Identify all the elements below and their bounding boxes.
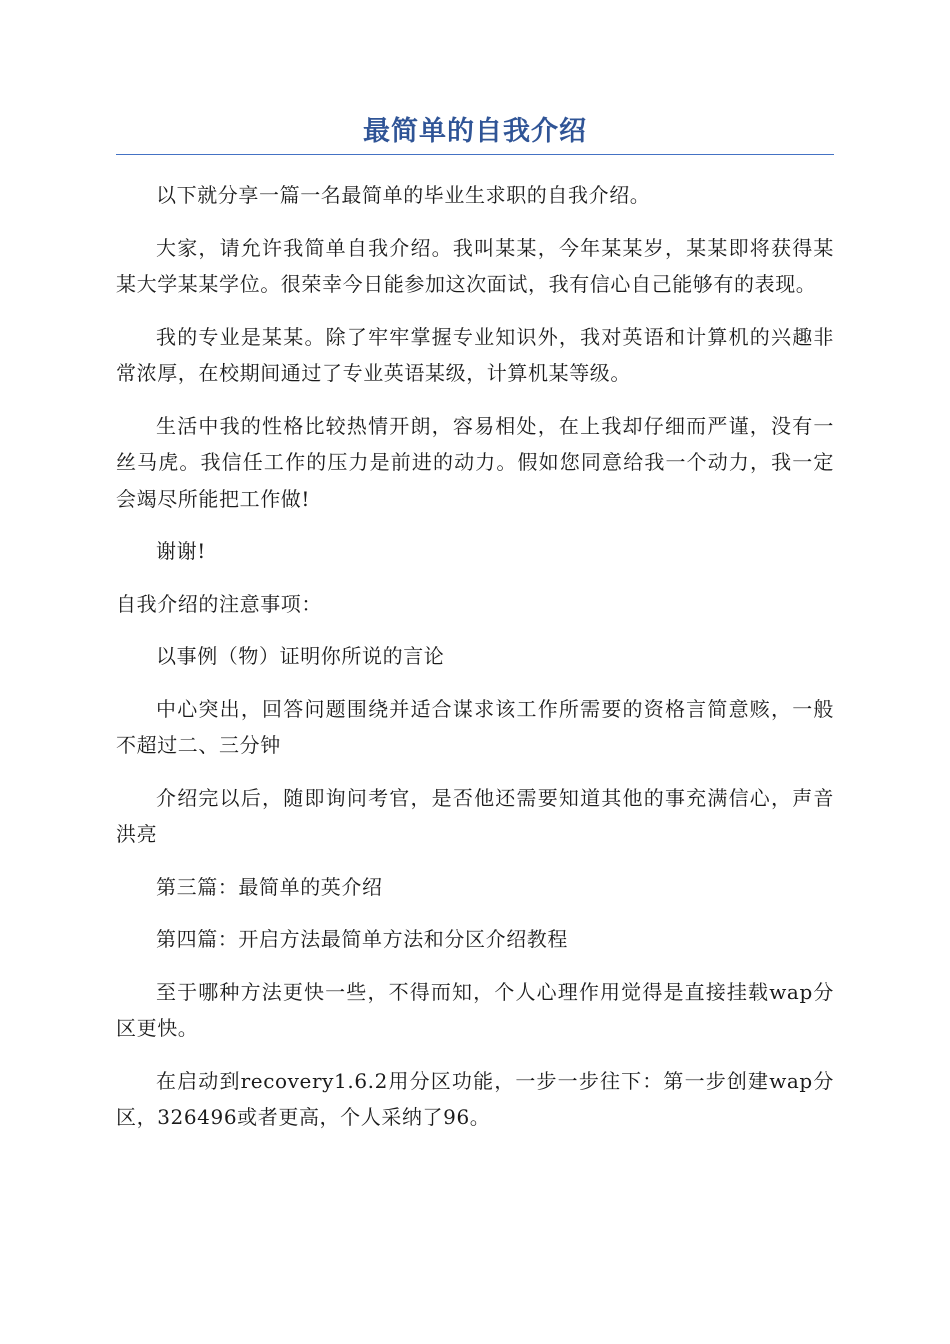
paragraph-note-1: 以事例（物）证明你所说的言论 bbox=[156, 644, 445, 668]
paragraph-method: 至于哪种方法更快一些，不得而知，个人心理作用觉得是直接挂载wap分区更快。 bbox=[116, 979, 834, 1040]
document-body bbox=[116, 177, 834, 1136]
paragraph-major: 我的专业是某某。除了牢牢掌握专业知识外，我对英语和计算机的兴趣非常浓厚，在校期间通过了专业英语某级，计算机某等级。 bbox=[116, 324, 834, 385]
paragraph-note-3: 介绍完以后，随即询问考官，是否他还需要知道其他的事充满信心，声音洪亮 bbox=[116, 785, 834, 846]
paragraph-chapter-3: 第三篇：最简单的英介绍 bbox=[156, 874, 383, 899]
paragraph-personality: 生活中我的性格比较热情开朗，容易相处，在上我却仔细而严谨，没有一丝马虎。我信任工作的压力是前进的动力。假如您同意给我一个动力，我一定会竭尽所能把工作做! bbox=[116, 413, 834, 511]
paragraph-chapter-4: 第四篇：开启方法最简单方法和分区介绍教程 bbox=[156, 927, 568, 951]
paragraph-thanks: 谢谢! bbox=[156, 539, 206, 563]
document-title: 最简单的自我介绍 bbox=[116, 112, 834, 155]
document-page bbox=[116, 112, 834, 1152]
paragraph-recovery: 在启动到recovery1.6.2用分区功能，一步一步往下：第一步创建wap分区，326496或者更高，个人采纳了96。 bbox=[116, 1068, 834, 1129]
paragraph-intro: 以下就分享一篇一名最简单的毕业生求职的自我介绍。 bbox=[156, 183, 651, 207]
paragraph-note-2: 中心突出，回答问题围绕并适合谋求该工作所需要的资格言简意赅，一般不超过二、三分钟 bbox=[116, 696, 834, 757]
paragraph-greeting: 大家，请允许我简单自我介绍。我叫某某，今年某某岁，某某即将获得某某大学某某学位。很荣幸今日能参加这次面试，我有信心自己能够有的表现。 bbox=[116, 235, 834, 296]
section-heading-notes: 自我介绍的注意事项： bbox=[116, 591, 322, 616]
